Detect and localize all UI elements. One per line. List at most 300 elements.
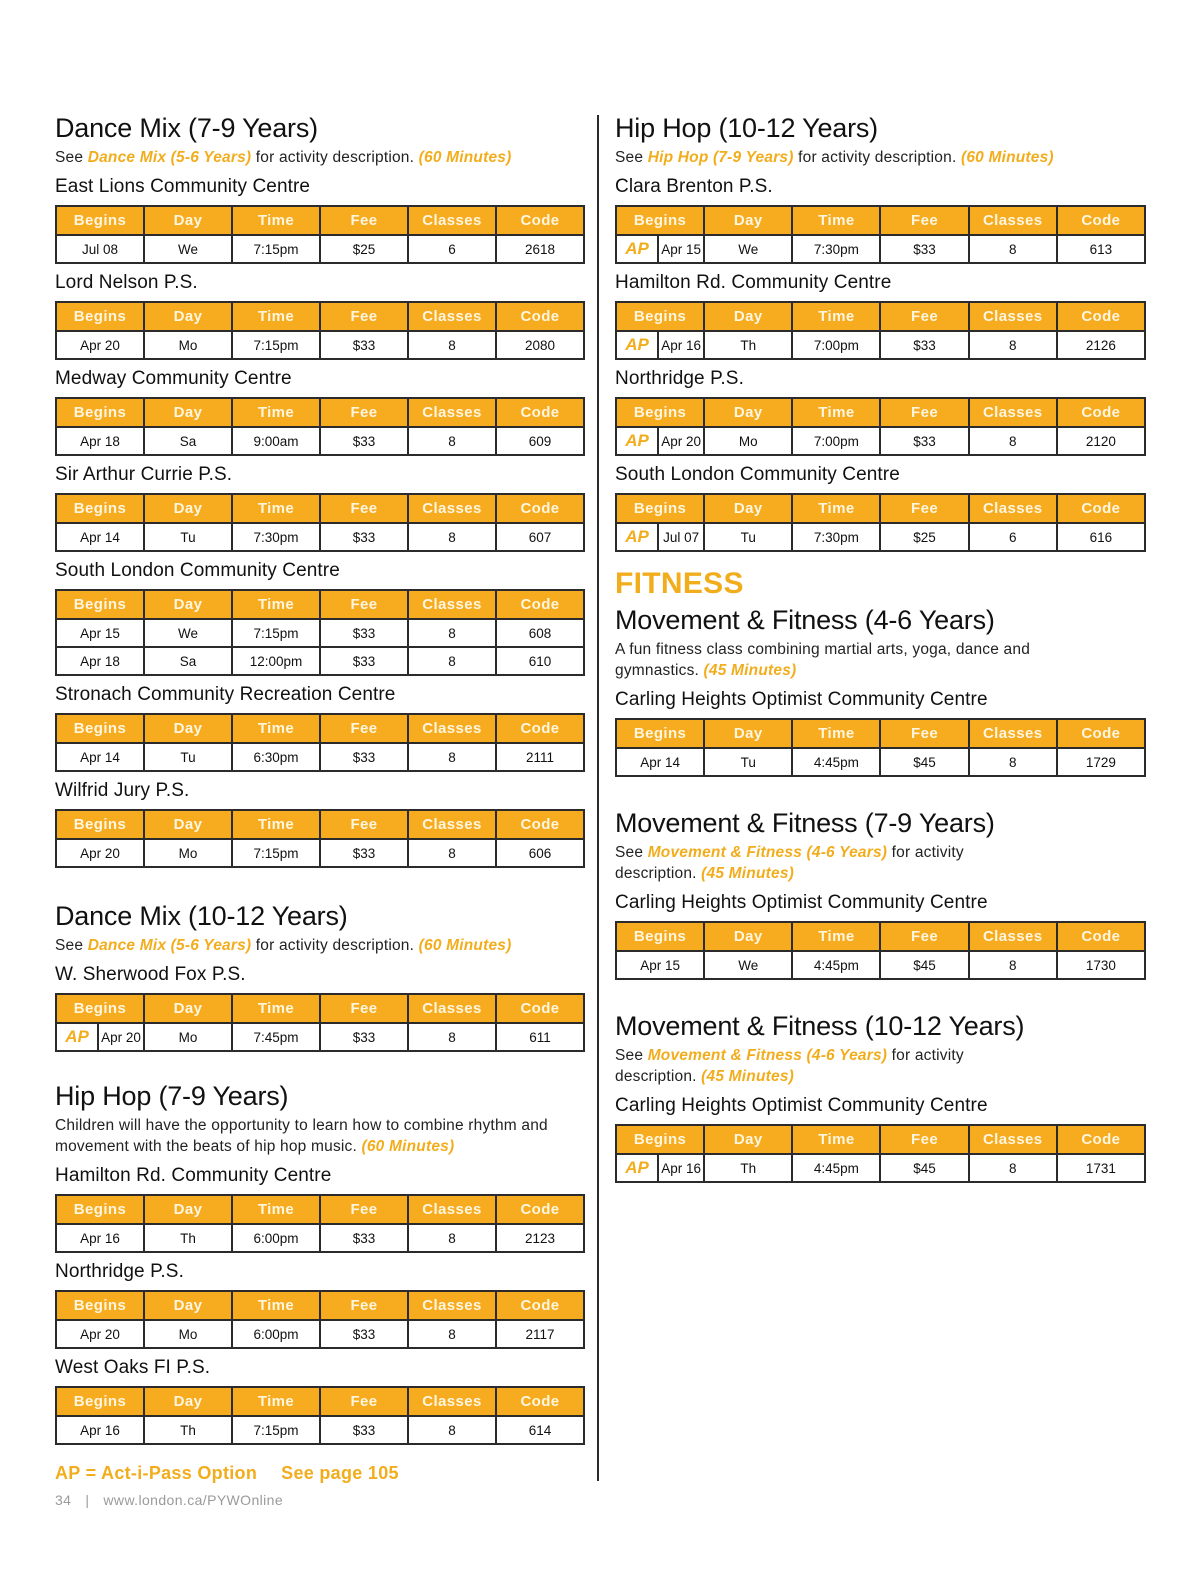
table-row [56, 743, 584, 771]
location-block [55, 175, 585, 264]
location-block [55, 963, 585, 1052]
column-header-time: Time [792, 719, 880, 748]
column-header-code: Code [496, 302, 584, 331]
cell-day: Mo [704, 427, 792, 455]
cell-begins: Apr 20 [56, 331, 144, 359]
column-header-classes: Classes [408, 994, 496, 1023]
column-header-begins: Begins [616, 922, 704, 951]
table-row [56, 1416, 584, 1444]
cell-day: Th [144, 1416, 232, 1444]
location-block [55, 1356, 585, 1445]
column-header-fee: Fee [320, 302, 408, 331]
table-row [56, 619, 584, 647]
column-header-fee: Fee [320, 398, 408, 427]
column-header-classes: Classes [408, 1387, 496, 1416]
table-header-row [56, 810, 584, 839]
act-i-pass-badge: AP [617, 524, 659, 550]
cell-code: 609 [496, 427, 584, 455]
cell-code: 613 [1057, 235, 1145, 263]
column-header-classes: Classes [408, 494, 496, 523]
cell-time: 7:15pm [232, 839, 320, 867]
cell-time: 7:30pm [792, 235, 880, 263]
description-text: See [55, 149, 88, 166]
program-duration: (60 Minutes) [418, 149, 512, 166]
table-row [56, 839, 584, 867]
program-duration: (45 Minutes) [703, 662, 797, 679]
location-name: Stronach Community Recreation Centre [55, 684, 396, 705]
begins-date: Apr 16 [661, 1160, 701, 1176]
column-header-day: Day [144, 1387, 232, 1416]
column-header-day: Day [704, 206, 792, 235]
column-header-day: Day [704, 302, 792, 331]
column-header-begins: Begins [616, 719, 704, 748]
cell-day: Sa [144, 647, 232, 675]
cell-begins: Apr 15 [616, 951, 704, 979]
cell-classes: 8 [408, 427, 496, 455]
program-block [615, 807, 1146, 980]
cell-time: 6:00pm [232, 1320, 320, 1348]
column-header-begins: Begins [616, 1125, 704, 1154]
column-header-day: Day [144, 398, 232, 427]
column-header-classes: Classes [408, 398, 496, 427]
right-column [615, 112, 1146, 1183]
location-block [55, 463, 585, 552]
cell-day: Sa [144, 427, 232, 455]
location-name: Hamilton Rd. Community Centre [55, 1165, 332, 1186]
cell-begins: Apr 14 [56, 523, 144, 551]
section-heading-fitness: FITNESS [615, 567, 744, 600]
column-header-begins: Begins [56, 590, 144, 619]
column-header-code: Code [496, 590, 584, 619]
column-header-code: Code [496, 494, 584, 523]
column-header-code: Code [1057, 206, 1145, 235]
cell-day: We [144, 235, 232, 263]
cell-classes: 8 [408, 839, 496, 867]
location-name: Carling Heights Optimist Community Centre [615, 1095, 988, 1116]
column-header-time: Time [232, 1291, 320, 1320]
schedule-table [55, 493, 585, 552]
column-header-begins: Begins [616, 206, 704, 235]
table-row [56, 1224, 584, 1252]
cell-begins [616, 331, 704, 359]
description-reference-link[interactable]: Dance Mix (5-6 Years) [87, 937, 252, 954]
location-block [615, 271, 1146, 360]
column-header-fee: Fee [880, 398, 968, 427]
program-description [55, 147, 585, 168]
column-header-time: Time [792, 922, 880, 951]
act-i-pass-footnote [55, 1463, 399, 1484]
begins-date: Apr 20 [661, 433, 701, 449]
begins-date: Jul 07 [663, 529, 700, 545]
location-name: Northridge P.S. [615, 368, 744, 389]
column-header-code: Code [496, 810, 584, 839]
location-name: W. Sherwood Fox P.S. [55, 964, 246, 985]
cell-fee: $33 [320, 1416, 408, 1444]
column-header-code: Code [1057, 302, 1145, 331]
table-header-row [56, 206, 584, 235]
column-header-code: Code [496, 714, 584, 743]
column-header-classes: Classes [969, 719, 1057, 748]
column-divider [597, 115, 599, 1481]
column-header-day: Day [144, 714, 232, 743]
column-header-begins: Begins [616, 302, 704, 331]
column-header-time: Time [792, 494, 880, 523]
cell-begins: Apr 14 [616, 748, 704, 776]
location-block [55, 367, 585, 456]
column-header-fee: Fee [880, 302, 968, 331]
cell-fee: $33 [320, 839, 408, 867]
program-title: Hip Hop (7-9 Years) [55, 1081, 289, 1111]
description-reference-link[interactable]: Movement & Fitness (4-6 Years) [647, 844, 888, 861]
location-block [615, 367, 1146, 456]
column-header-code: Code [1057, 1125, 1145, 1154]
description-text-tail: for activity description. [615, 844, 964, 882]
cell-code: 611 [496, 1023, 584, 1051]
cell-day: Mo [144, 1320, 232, 1348]
location-name: South London Community Centre [55, 560, 340, 581]
see-page-link[interactable]: See page 105 [281, 1463, 399, 1483]
cell-classes: 8 [969, 1154, 1057, 1182]
column-header-day: Day [144, 590, 232, 619]
cell-fee: $45 [880, 951, 968, 979]
column-header-begins: Begins [56, 1387, 144, 1416]
column-header-time: Time [232, 590, 320, 619]
column-header-classes: Classes [408, 714, 496, 743]
column-header-fee: Fee [880, 922, 968, 951]
description-text-tail: for activity description. [251, 149, 419, 166]
act-i-pass-badge: AP [617, 236, 659, 262]
column-header-classes: Classes [408, 1291, 496, 1320]
column-header-code: Code [496, 1387, 584, 1416]
cell-code: 616 [1057, 523, 1145, 551]
schedule-table [55, 205, 585, 264]
cell-code: 607 [496, 523, 584, 551]
schedule-table [615, 397, 1146, 456]
cell-code: 2123 [496, 1224, 584, 1252]
location-block [55, 683, 585, 772]
column-header-day: Day [144, 494, 232, 523]
schedule-table [55, 1386, 585, 1445]
table-header-row [616, 206, 1145, 235]
column-header-begins: Begins [56, 1291, 144, 1320]
cell-classes: 8 [969, 748, 1057, 776]
act-i-pass-badge: AP [617, 332, 659, 358]
column-header-begins: Begins [56, 714, 144, 743]
column-header-classes: Classes [969, 302, 1057, 331]
column-header-time: Time [232, 1195, 320, 1224]
column-header-fee: Fee [320, 206, 408, 235]
column-header-fee: Fee [320, 994, 408, 1023]
column-header-time: Time [232, 302, 320, 331]
description-text: See [615, 844, 648, 861]
column-header-fee: Fee [880, 494, 968, 523]
column-header-day: Day [704, 922, 792, 951]
column-header-begins: Begins [616, 494, 704, 523]
schedule-table [615, 718, 1146, 777]
column-header-day: Day [704, 398, 792, 427]
table-row [56, 235, 584, 263]
cell-time: 4:45pm [792, 748, 880, 776]
act-i-pass-badge: AP [57, 1024, 99, 1050]
column-header-classes: Classes [408, 1195, 496, 1224]
cell-begins: Apr 14 [56, 743, 144, 771]
column-header-code: Code [1057, 719, 1145, 748]
cell-classes: 8 [408, 619, 496, 647]
cell-day: Mo [144, 1023, 232, 1051]
cell-classes: 8 [408, 1224, 496, 1252]
table-header-row [56, 494, 584, 523]
cell-fee: $33 [320, 331, 408, 359]
cell-begins: Apr 20 [56, 1320, 144, 1348]
cell-code: 2080 [496, 331, 584, 359]
description-reference-link[interactable]: Hip Hop (7-9 Years) [647, 149, 794, 166]
table-header-row [616, 302, 1145, 331]
program-block [615, 112, 1146, 552]
cell-day: Tu [144, 743, 232, 771]
cell-code: 1730 [1057, 951, 1145, 979]
table-header-row [56, 1387, 584, 1416]
column-header-time: Time [792, 398, 880, 427]
location-name: Sir Arthur Currie P.S. [55, 464, 233, 485]
location-block [615, 463, 1146, 552]
table-row [56, 1023, 584, 1051]
column-header-fee: Fee [320, 1387, 408, 1416]
cell-classes: 8 [408, 647, 496, 675]
cell-time: 6:30pm [232, 743, 320, 771]
location-block [55, 1260, 585, 1349]
cell-classes: 8 [408, 1416, 496, 1444]
location-name: South London Community Centre [615, 464, 900, 485]
cell-classes: 8 [969, 331, 1057, 359]
cell-fee: $33 [320, 647, 408, 675]
cell-day: We [704, 951, 792, 979]
location-name: Carling Heights Optimist Community Centre [615, 892, 988, 913]
column-header-time: Time [232, 714, 320, 743]
cell-code: 2117 [496, 1320, 584, 1348]
cell-fee: $45 [880, 748, 968, 776]
column-header-code: Code [496, 1195, 584, 1224]
program-description [615, 639, 1055, 681]
table-header-row [616, 494, 1145, 523]
schedule-table [615, 921, 1146, 980]
cell-time: 4:45pm [792, 951, 880, 979]
column-header-begins: Begins [56, 994, 144, 1023]
cell-fee: $33 [320, 523, 408, 551]
location-block [55, 779, 585, 868]
cell-code: 1731 [1057, 1154, 1145, 1182]
cell-code: 1729 [1057, 748, 1145, 776]
cell-fee: $25 [320, 235, 408, 263]
schedule-table [615, 493, 1146, 552]
program-description [55, 1115, 585, 1157]
cell-time: 7:30pm [792, 523, 880, 551]
program-title: Movement & Fitness (4-6 Years) [615, 605, 995, 635]
column-header-time: Time [232, 206, 320, 235]
schedule-table [615, 1124, 1146, 1183]
program-title: Dance Mix (7-9 Years) [55, 113, 318, 143]
cell-code: 608 [496, 619, 584, 647]
column-header-begins: Begins [56, 302, 144, 331]
cell-code: 2111 [496, 743, 584, 771]
cell-time: 7:45pm [232, 1023, 320, 1051]
cell-fee: $25 [880, 523, 968, 551]
program-title: Dance Mix (10-12 Years) [55, 901, 348, 931]
cell-time: 7:15pm [232, 331, 320, 359]
cell-code: 2126 [1057, 331, 1145, 359]
table-header-row [56, 590, 584, 619]
cell-begins [616, 523, 704, 551]
cell-fee: $33 [880, 235, 968, 263]
cell-time: 4:45pm [792, 1154, 880, 1182]
page-number: 34 [55, 1492, 72, 1508]
table-row [616, 235, 1145, 263]
table-header-row [56, 994, 584, 1023]
location-name: East Lions Community Centre [55, 176, 311, 197]
location-block [615, 688, 1146, 777]
column-header-time: Time [232, 494, 320, 523]
column-header-classes: Classes [969, 494, 1057, 523]
cell-day: Th [704, 1154, 792, 1182]
table-header-row [616, 719, 1145, 748]
column-header-time: Time [792, 206, 880, 235]
cell-begins: Apr 16 [56, 1224, 144, 1252]
cell-code: 610 [496, 647, 584, 675]
cell-fee: $33 [320, 743, 408, 771]
location-name: Lord Nelson P.S. [55, 272, 198, 293]
ap-note: AP = Act-i-Pass Option [55, 1463, 258, 1483]
table-header-row [56, 714, 584, 743]
column-header-day: Day [704, 1125, 792, 1154]
column-header-fee: Fee [320, 1195, 408, 1224]
table-row [56, 427, 584, 455]
description-reference-link[interactable]: Movement & Fitness (4-6 Years) [647, 1047, 888, 1064]
website-link[interactable]: www.london.ca/PYWOnline [103, 1492, 284, 1508]
column-header-classes: Classes [969, 206, 1057, 235]
column-header-time: Time [232, 398, 320, 427]
column-header-begins: Begins [56, 398, 144, 427]
program-description [615, 842, 1015, 884]
program-duration: (45 Minutes) [701, 865, 794, 882]
column-header-fee: Fee [320, 590, 408, 619]
cell-begins: Apr 20 [56, 839, 144, 867]
column-header-fee: Fee [320, 714, 408, 743]
column-header-classes: Classes [969, 922, 1057, 951]
column-header-classes: Classes [969, 398, 1057, 427]
column-header-day: Day [144, 302, 232, 331]
schedule-table [55, 1290, 585, 1349]
column-header-day: Day [144, 1291, 232, 1320]
schedule-table [55, 809, 585, 868]
cell-time: 7:15pm [232, 235, 320, 263]
column-header-code: Code [1057, 922, 1145, 951]
cell-classes: 8 [969, 951, 1057, 979]
table-row [56, 647, 584, 675]
schedule-table [615, 301, 1146, 360]
cell-fee: $33 [320, 1224, 408, 1252]
column-header-day: Day [144, 994, 232, 1023]
program-duration: (45 Minutes) [701, 1068, 794, 1085]
begins-date: Apr 16 [661, 337, 701, 353]
description-text: Children will have the opportunity to learn how to combine rhythm and movement with the beats of hip hop music. [55, 1117, 548, 1155]
cell-begins: Apr 16 [56, 1416, 144, 1444]
column-header-fee: Fee [320, 494, 408, 523]
location-block [615, 891, 1146, 980]
program-block [55, 1080, 585, 1445]
cell-day: Tu [144, 523, 232, 551]
cell-day: Th [704, 331, 792, 359]
description-reference-link[interactable]: Dance Mix (5-6 Years) [87, 149, 252, 166]
program-description [55, 935, 585, 956]
column-header-code: Code [1057, 398, 1145, 427]
table-row [616, 748, 1145, 776]
column-header-fee: Fee [320, 1291, 408, 1320]
column-header-fee: Fee [880, 206, 968, 235]
column-header-day: Day [144, 810, 232, 839]
cell-time: 12:00pm [232, 647, 320, 675]
description-text: See [615, 1047, 648, 1064]
table-header-row [56, 1291, 584, 1320]
location-name: Carling Heights Optimist Community Centre [615, 689, 988, 710]
schedule-table [55, 301, 585, 360]
column-header-code: Code [1057, 494, 1145, 523]
cell-code: 614 [496, 1416, 584, 1444]
cell-classes: 6 [408, 235, 496, 263]
cell-begins [616, 235, 704, 263]
column-header-classes: Classes [408, 590, 496, 619]
description-text-tail: for activity description. [615, 1047, 964, 1085]
program-block [615, 1010, 1146, 1183]
description-text: A fun fitness class combining martial arts, yoga, dance and gymnastics. [615, 641, 1031, 679]
cell-time: 7:15pm [232, 619, 320, 647]
cell-time: 7:30pm [232, 523, 320, 551]
location-name: Wilfrid Jury P.S. [55, 780, 190, 801]
program-block [615, 604, 1146, 777]
table-header-row [616, 922, 1145, 951]
column-header-classes: Classes [408, 206, 496, 235]
table-row [616, 1154, 1145, 1182]
table-header-row [56, 398, 584, 427]
location-name: Northridge P.S. [55, 1261, 184, 1282]
cell-time: 7:00pm [792, 331, 880, 359]
column-header-classes: Classes [408, 810, 496, 839]
column-header-day: Day [704, 719, 792, 748]
location-block [55, 271, 585, 360]
table-header-row [56, 1195, 584, 1224]
table-row [56, 523, 584, 551]
column-header-begins: Begins [56, 494, 144, 523]
table-header-row [616, 1125, 1145, 1154]
column-header-classes: Classes [969, 1125, 1057, 1154]
cell-begins: Apr 18 [56, 647, 144, 675]
column-header-day: Day [144, 206, 232, 235]
cell-fee: $33 [320, 1023, 408, 1051]
column-header-begins: Begins [56, 810, 144, 839]
footer-separator: | [85, 1492, 90, 1508]
cell-begins: Apr 15 [56, 619, 144, 647]
schedule-table [615, 205, 1146, 264]
program-duration: (60 Minutes) [960, 149, 1054, 166]
column-header-begins: Begins [56, 206, 144, 235]
program-description [615, 147, 1146, 168]
cell-classes: 6 [969, 523, 1057, 551]
column-header-code: Code [496, 1291, 584, 1320]
table-header-row [56, 302, 584, 331]
schedule-table [55, 993, 585, 1052]
cell-day: Th [144, 1224, 232, 1252]
cell-fee: $33 [880, 331, 968, 359]
cell-time: 9:00am [232, 427, 320, 455]
column-header-time: Time [792, 1125, 880, 1154]
